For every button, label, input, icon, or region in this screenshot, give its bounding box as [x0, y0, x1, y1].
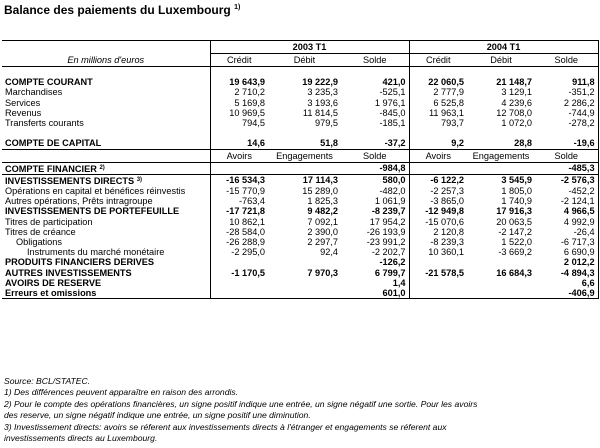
value-cell: 911,8 [535, 77, 598, 87]
value-cell: 19 222,9 [302, 77, 338, 88]
value-cell: -3 669,2 [498, 247, 533, 258]
value-cell: 2 710,2 [210, 87, 268, 97]
row-label [2, 77, 210, 87]
value-cell: 9 482,2 [307, 206, 338, 217]
value-cell: 92,4 [320, 247, 338, 258]
value-cell: 2 390,0 [307, 226, 338, 237]
value-cell: 10 969,5 [210, 108, 268, 118]
value-cell: 793,7 [409, 118, 467, 128]
value-cell [409, 162, 467, 174]
value-cell: -26,4 [535, 227, 598, 237]
value-cell: 1 805,0 [501, 186, 533, 197]
value-cell: -2 295,0 [210, 247, 268, 257]
value-cell: 51,8 [268, 138, 341, 149]
balance-table [2, 40, 599, 299]
row-label-text: Titres de créance [5, 226, 76, 237]
table-row [2, 247, 598, 257]
debit-header: Débit [467, 54, 535, 67]
value-cell: -8 239,3 [409, 237, 467, 247]
value-cell: 2 297,7 [307, 237, 338, 248]
value-cell [210, 162, 268, 174]
value-cell: 5 169,8 [210, 98, 268, 108]
row-label [2, 138, 210, 149]
value-cell: 11 963,1 [409, 108, 467, 118]
value-cell: 14,6 [210, 138, 268, 149]
value-cell: 794,5 [210, 118, 268, 128]
row-label [2, 108, 210, 118]
value-cell: 7 970,3 [307, 267, 338, 278]
row-label [2, 257, 210, 267]
period-header-row [2, 41, 598, 54]
row-label [2, 118, 210, 128]
value-cell: -21 578,5 [409, 268, 467, 278]
value-cell [268, 162, 341, 174]
row-label [2, 98, 210, 108]
value-cell: -26 193,9 [366, 226, 406, 237]
solde-header: Solde [535, 149, 598, 162]
row-label-text: Services [5, 97, 41, 108]
spacer-row [2, 67, 598, 78]
value-cell [210, 257, 268, 267]
credit-header: Crédit [409, 54, 467, 67]
row-label-text: Revenus [5, 107, 42, 118]
value-cell [268, 278, 341, 288]
row-label-text: Obligations [16, 237, 62, 248]
solde-header: Solde [341, 54, 409, 67]
value-cell: -15 070,6 [409, 217, 467, 227]
row-label-text: INVESTISSEMENTS DE PORTEFEUILLE [5, 206, 180, 217]
value-cell [467, 162, 535, 174]
value-cell: 1 522,0 [501, 237, 533, 248]
row-label [2, 227, 210, 237]
period-2004-header: 2004 T1 [409, 41, 598, 54]
value-cell: 15 289,0 [302, 186, 338, 197]
value-cell: -19,6 [535, 138, 598, 149]
value-cell: 1,4 [392, 277, 406, 288]
value-cell: -23 991,2 [366, 237, 406, 248]
value-cell: -26 288,9 [210, 237, 268, 247]
financial-account-row [2, 162, 598, 174]
value-cell: -8 239,7 [371, 206, 406, 217]
value-cell: -2 576,3 [535, 174, 598, 186]
value-cell: 3 235,3 [307, 87, 338, 98]
row-label [2, 288, 210, 299]
value-cell: 1 061,9 [374, 196, 406, 207]
value-cell: -16 534,3 [210, 174, 268, 186]
row-label [2, 206, 210, 216]
value-cell: -278,2 [535, 118, 598, 128]
row-label [2, 217, 210, 227]
value-cell: 6 799,7 [374, 267, 406, 278]
value-cell: 7 092,1 [307, 216, 338, 227]
spacer-row [2, 128, 598, 138]
period-2003-header: 2003 T1 [210, 41, 409, 54]
value-cell [409, 278, 467, 288]
footnote-3-cont: investissements directs au Luxembourg. [4, 433, 158, 444]
financial-column-header-row [2, 149, 598, 162]
value-cell: 2 012,2 [535, 257, 598, 267]
value-cell [268, 257, 341, 267]
value-cell: -15 770,9 [210, 186, 268, 196]
value-cell: 2 777,9 [409, 87, 467, 97]
value-cell [409, 288, 467, 299]
value-cell [409, 257, 467, 267]
table-row [2, 206, 598, 216]
row-label [2, 186, 210, 196]
row-label-text: Autres opérations, Prêts intragroupe [5, 196, 153, 207]
solde-header: Solde [535, 54, 598, 67]
value-cell [268, 288, 341, 299]
table-row [2, 98, 598, 108]
capital-account-row [2, 138, 598, 149]
row-label [2, 174, 210, 186]
avoirs-header: Avoirs [210, 149, 268, 162]
table-row [2, 227, 598, 237]
row-label [2, 278, 210, 288]
value-cell: -6 717,3 [535, 237, 598, 247]
table-row [2, 257, 598, 267]
value-cell: 3 193,6 [307, 97, 338, 108]
value-cell: -485,3 [535, 162, 598, 174]
table-row [2, 268, 598, 278]
row-label-text: INVESTISSEMENTS DIRECTS [5, 175, 135, 186]
unit-label: En millions d'euros [2, 54, 210, 67]
row-label [2, 196, 210, 206]
row-label-text: Titres de participation [5, 216, 93, 227]
value-cell: -2 147,2 [498, 226, 533, 237]
value-cell: 4 992,9 [535, 217, 598, 227]
value-cell: 421,0 [382, 77, 406, 88]
value-cell: 2 286,2 [535, 98, 598, 108]
footnote-marker: 2) [99, 164, 105, 171]
value-cell: 580,0 [382, 175, 406, 186]
value-cell: 10 360,1 [409, 247, 467, 257]
debit-header: Débit [268, 54, 341, 67]
value-cell [467, 288, 535, 299]
value-cell: 6 690,9 [535, 247, 598, 257]
value-cell: -12 949,8 [409, 206, 467, 216]
engagements-header: Engagements [268, 149, 341, 162]
footnote-1: 1) Des différences peuvent apparaître en raison des arrondis. [4, 387, 239, 398]
value-cell: -406,9 [535, 288, 598, 299]
table-row [2, 278, 598, 288]
table-row [2, 108, 598, 118]
value-cell: 6,6 [535, 278, 598, 288]
value-cell: 4 239,6 [501, 97, 533, 108]
footnotes [4, 376, 596, 444]
value-cell: 601,0 [341, 288, 409, 299]
value-cell: -1 170,5 [210, 268, 268, 278]
footnote-2-cont: des reserve, un signe négatif indique une entrée, un signe positif une diminution. [4, 410, 311, 421]
value-cell: 6 525,8 [409, 98, 467, 108]
value-cell: 10 862,1 [210, 217, 268, 227]
value-cell: -763,4 [210, 196, 268, 206]
value-cell: -2 124,1 [535, 196, 598, 206]
value-cell: -452,2 [535, 186, 598, 196]
value-cell: -744,9 [535, 108, 598, 118]
row-label-text: COMPTE COURANT [5, 77, 93, 88]
row-label-text: PRODUITS FINANCIERS DERIVES [5, 257, 155, 268]
value-cell: 1 740,9 [501, 196, 533, 207]
table-row [2, 217, 598, 227]
value-cell: 21 148,7 [496, 77, 533, 88]
value-cell: -4 894,3 [535, 268, 598, 278]
value-cell: -845,0 [379, 107, 406, 118]
value-cell: -2 202,7 [371, 247, 406, 258]
value-cell: 1 976,1 [374, 97, 406, 108]
value-cell: -28 584,0 [210, 227, 268, 237]
avoirs-header: Avoirs [409, 149, 467, 162]
value-cell: 11 814,5 [302, 107, 338, 118]
column-header-row [2, 54, 598, 67]
value-cell: 22 060,5 [409, 77, 467, 87]
value-cell: -185,1 [379, 118, 406, 129]
row-label-text: Erreurs et omissions [5, 288, 97, 299]
value-cell: 28,8 [467, 138, 535, 149]
row-label [2, 237, 210, 247]
value-cell: 9,2 [409, 138, 467, 149]
value-cell: -3 865,0 [409, 196, 467, 206]
value-cell: -37,2 [341, 138, 409, 149]
table-row [2, 186, 598, 196]
table-row [2, 118, 598, 128]
value-cell: 17 954,2 [369, 216, 406, 227]
footnote-3: 3) Investissement directs: avoirs se réferent aux investissements directs à l'étranger et engagements se réferent aux [4, 421, 447, 432]
footnote-source: Source: BCL/STATEC. [4, 376, 91, 386]
value-cell: 1 825,3 [307, 196, 338, 207]
value-cell: 12 708,0 [496, 107, 533, 118]
row-label-text: Transferts courants [5, 118, 84, 129]
row-label-text: Opérations en capital et bénéfices réinvestis [5, 186, 186, 197]
value-cell: -482,0 [379, 186, 406, 197]
row-label-text: Marchandises [5, 87, 63, 98]
table-row [2, 237, 598, 247]
row-label-text: COMPTE FINANCIER [5, 163, 97, 174]
credit-header: Crédit [210, 54, 268, 67]
value-cell: -2 257,3 [409, 186, 467, 196]
value-cell: 3 129,1 [501, 87, 533, 98]
value-cell [210, 278, 268, 288]
value-cell: -525,1 [379, 87, 406, 98]
value-cell: -17 721,8 [210, 206, 268, 216]
row-label [2, 87, 210, 97]
value-cell: 1 072,0 [501, 118, 533, 129]
value-cell: 16 684,3 [496, 267, 533, 278]
engagements-header: Engagements [467, 149, 535, 162]
row-label [2, 247, 210, 257]
row-label [2, 162, 210, 174]
table-row [2, 288, 598, 299]
value-cell: 979,5 [315, 118, 338, 129]
table-row [2, 196, 598, 206]
row-label-text: AUTRES INVESTISSEMENTS [5, 267, 132, 278]
value-cell [467, 257, 535, 267]
value-cell: 2 120,8 [409, 227, 467, 237]
value-cell: 17 916,3 [496, 206, 533, 217]
value-cell [467, 278, 535, 288]
row-label-text: Instruments du marché monétaire [27, 247, 165, 258]
page-title: Balance des paiements du Luxembourg $^{1)}$ [4, 3, 241, 17]
current-account-row [2, 77, 598, 87]
value-cell: 4 966,5 [535, 206, 598, 216]
table-row [2, 174, 598, 186]
value-cell: -351,2 [535, 87, 598, 97]
footnote-marker: 3) [136, 176, 143, 183]
value-cell: 3 545,9 [501, 175, 533, 186]
value-cell: -126,2 [379, 257, 406, 268]
value-cell: 20 063,5 [496, 216, 533, 227]
row-label-text: AVOIRS DE RESERVE [5, 277, 102, 288]
value-cell: -6 122,2 [409, 174, 467, 186]
row-label-text: COMPTE DE CAPITAL [5, 138, 102, 149]
row-label [2, 268, 210, 278]
footnote-2: 2) Pour le compte des opérations financières, un signe positif indique une entrée, un signe négatif une sortie. Pour les avoirs [4, 398, 478, 409]
table-row [2, 87, 598, 97]
value-cell: 17 114,3 [302, 175, 338, 186]
value-cell: -984,8 [341, 162, 409, 174]
value-cell [210, 288, 268, 299]
solde-header: Solde [341, 149, 409, 162]
title-footnote-marker: 1) [234, 4, 241, 11]
value-cell: 19 643,9 [210, 77, 268, 87]
